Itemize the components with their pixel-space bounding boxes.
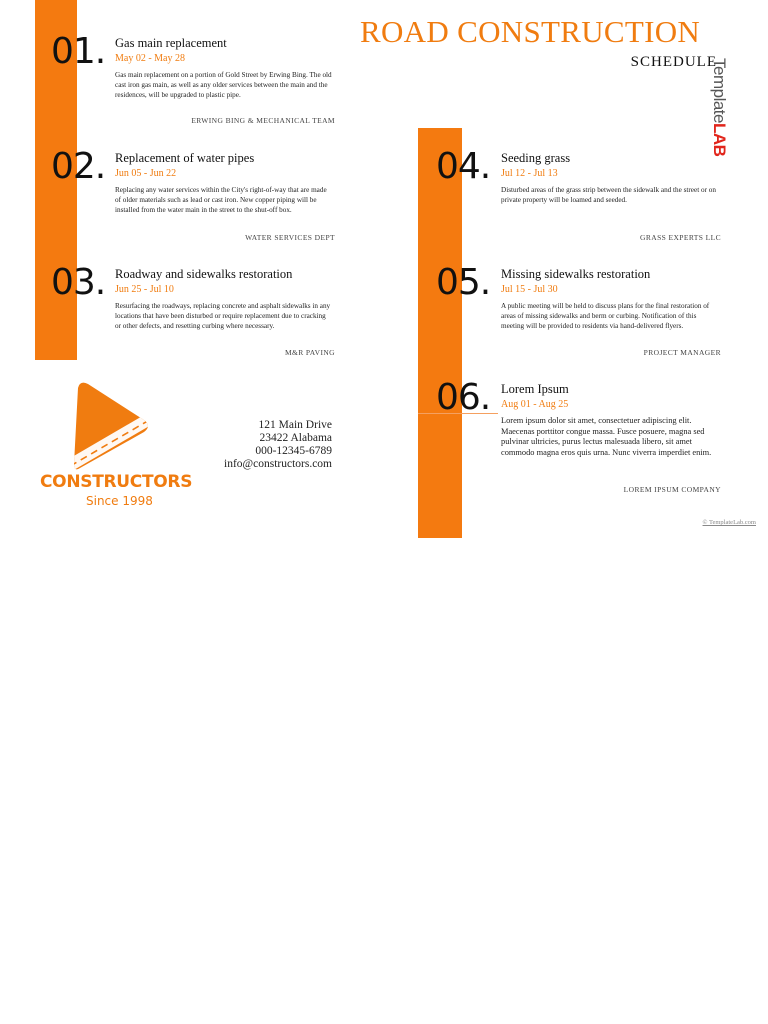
item-owner: M&R PAVING (284, 348, 335, 357)
item-date: Jun 25 - Jul 10 (115, 284, 174, 295)
company-name: CONSTRUCTORS (40, 472, 193, 492)
item-owner: ERWING BING & MECHANICAL TEAM (191, 116, 335, 125)
email-address[interactable]: info@constructors.com (224, 458, 332, 470)
item-number: 06. (436, 377, 491, 418)
item-number: 02. (51, 146, 106, 187)
item-number: 03. (51, 262, 106, 303)
page-subtitle: SCHEDULE (630, 54, 717, 70)
company-since: Since 1998 (86, 494, 153, 508)
item-owner: LOREM IPSUM COMPANY (623, 485, 721, 494)
item-title: Seeding grass (501, 151, 571, 165)
item-number: 01. (51, 31, 106, 72)
item-date: Jul 15 - Jul 30 (501, 284, 558, 295)
item-owner: PROJECT MANAGER (643, 348, 721, 357)
item-title: Missing sidewalks restoration (501, 267, 651, 281)
item-date: Jul 12 - Jul 13 (501, 168, 558, 179)
item-owner: GRASS EXPERTS LLC (640, 233, 721, 242)
item-date: Aug 01 - Aug 25 (501, 399, 569, 410)
contact-block (224, 419, 332, 471)
page-title: ROAD CONSTRUCTION (360, 14, 701, 49)
item-owner: WATER SERVICES DEPT (245, 233, 335, 242)
item-number: 05. (436, 262, 491, 303)
templatelab-credit-link[interactable]: © TemplateLab.com (702, 519, 756, 526)
item-date: Jun 05 - Jun 22 (115, 168, 177, 179)
item-description: A public meeting will be held to discuss plans for the final restoration of areas of missing sidewalks and berm or curbing. Notification of this meeting will be provided to residents via hand-delivered flyers. (501, 302, 710, 330)
item-description: Lorem ipsum dolor sit amet, consectetuer adipiscing elit. Maecenas porttitor congue massa. Fusce posuere, magna sed pulvinar ultricies, purus lectus malesuada libero, sit amet commodo magna eros quis urna. Nunc viverra imperdiet enim. (501, 416, 712, 457)
item-number: 04. (436, 146, 491, 187)
item-title: Roadway and sidewalks restoration (115, 267, 293, 281)
item-title: Gas main replacement (115, 36, 227, 50)
item-description: Replacing any water services within the City's right-of-way that are made of older materials such as lead or cast iron. New copper piping will be installed from the water main in the street to the shut-off box. (115, 186, 327, 214)
address-line-2: 23422 Alabama (259, 432, 332, 444)
item-title: Lorem Ipsum (501, 382, 569, 396)
item-title: Replacement of water pipes (115, 151, 255, 165)
item-description: Resurfacing the roadways, replacing concrete and asphalt sidewalks in any locations that have been disturbed or require replacement due to cracking or other defects, and resetting curbing where necessary. (115, 302, 331, 330)
item-date: May 02 - May 28 (115, 53, 185, 64)
phone-number: 000-12345-6789 (255, 445, 332, 457)
address-line-1: 121 Main Drive (258, 419, 332, 431)
templatelab-logo: TemplateLAB (710, 58, 729, 157)
right-accent-bar (418, 128, 462, 538)
item-description: Disturbed areas of the grass strip between the sidewalk and the street or on private property will be loamed and seeded. (501, 186, 716, 204)
item-description: Gas main replacement on a portion of Gold Street by Erwing Bing. The old cast iron gas main, as well as any older services between the main and the residences, will be upgraded to plastic pipe. (115, 71, 332, 99)
